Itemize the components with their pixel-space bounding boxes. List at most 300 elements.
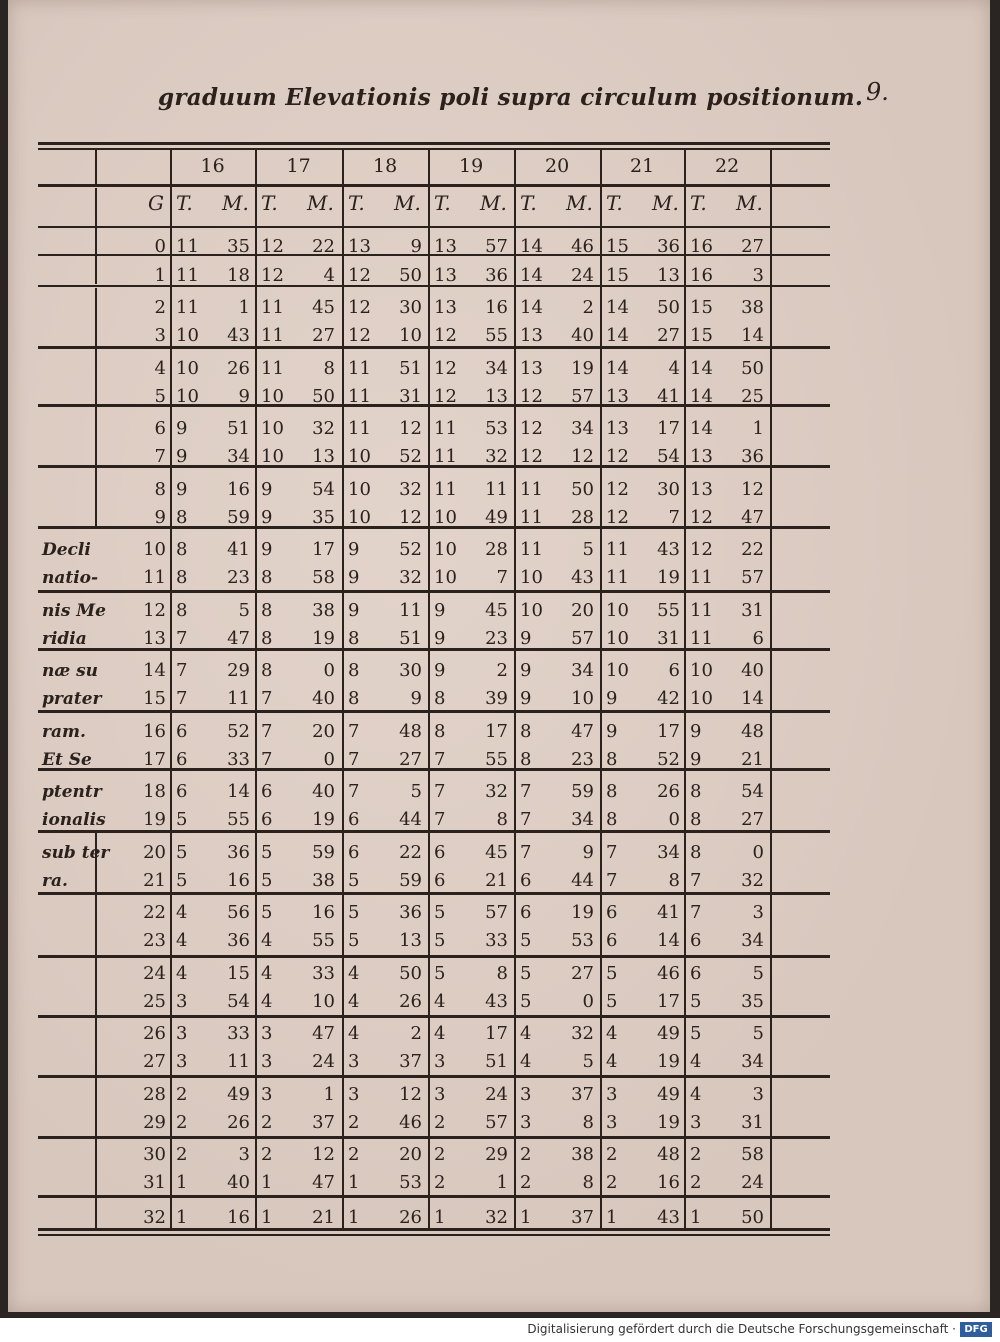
hours-value: 6 (434, 841, 446, 863)
minutes-value: 43 (571, 567, 594, 588)
hours-value: 4 (348, 1023, 360, 1044)
minutes-value: 49 (227, 1083, 250, 1105)
column-header: 16 (200, 155, 225, 177)
hours-value: 3 (606, 1083, 618, 1105)
minutes-value: 19 (657, 1111, 680, 1133)
hours-value: 3 (176, 990, 188, 1012)
minutes-value: 27 (571, 962, 594, 984)
hours-value: 5 (176, 809, 188, 830)
hours-value: 13 (690, 478, 713, 500)
minutes-value: 51 (399, 627, 422, 649)
minutes-value: 13 (657, 265, 680, 286)
hours-value: 2 (606, 1172, 618, 1193)
subheader-t: T. (690, 191, 707, 215)
minutes-value: 32 (485, 781, 508, 802)
table-rule (38, 1228, 830, 1231)
minutes-value: 29 (227, 660, 250, 681)
hours-value: 4 (434, 990, 446, 1012)
hours-value: 11 (434, 418, 457, 439)
minutes-value: 33 (312, 962, 335, 984)
hours-value: 10 (606, 599, 629, 621)
minutes-value: 15 (227, 962, 250, 984)
hours-value: 4 (690, 1083, 702, 1105)
column-divider (95, 188, 97, 284)
table-rule (38, 1234, 830, 1236)
hours-value: 13 (690, 446, 713, 467)
minutes-value: 26 (399, 1207, 422, 1228)
hours-value: 8 (176, 599, 188, 621)
minutes-value: 53 (399, 1172, 422, 1193)
hours-value: 7 (520, 809, 532, 830)
minutes-value: 51 (227, 418, 250, 439)
hours-value: 7 (176, 627, 188, 649)
hours-value: 10 (176, 357, 199, 379)
hours-value: 10 (261, 446, 284, 467)
minutes-value: 35 (312, 506, 335, 528)
degree-value: 17 (143, 748, 166, 770)
hours-value: 7 (348, 781, 360, 802)
hours-value: 12 (606, 446, 629, 467)
side-label: natio- (42, 568, 99, 588)
hours-value: 5 (176, 869, 188, 891)
hours-value: 5 (261, 841, 273, 863)
hours-value: 11 (690, 599, 713, 621)
hours-value: 2 (520, 1172, 532, 1193)
minutes-value: 24 (741, 1172, 764, 1193)
hours-value: 3 (520, 1083, 532, 1105)
minutes-value: 45 (485, 841, 508, 863)
table-rule (38, 830, 830, 833)
minutes-value: 30 (657, 478, 680, 500)
hours-value: 7 (261, 748, 273, 770)
minutes-value: 34 (741, 930, 764, 951)
hours-value: 16 (690, 265, 713, 286)
minutes-value: 49 (657, 1023, 680, 1044)
hours-value: 7 (606, 869, 618, 891)
minutes-value: 13 (399, 930, 422, 951)
hours-value: 7 (348, 748, 360, 770)
minutes-value: 23 (227, 567, 250, 588)
column-divider (95, 288, 97, 528)
hours-value: 9 (176, 478, 188, 500)
minutes-value: 24 (485, 1083, 508, 1105)
hours-value: 11 (176, 297, 199, 318)
minutes-value: 13 (485, 385, 508, 407)
minutes-value: 34 (571, 809, 594, 830)
hours-value: 12 (261, 265, 284, 286)
column-header: 22 (715, 155, 740, 177)
hours-value: 12 (261, 236, 284, 257)
minutes-value: 8 (323, 357, 335, 379)
side-label: ptentr (42, 782, 102, 802)
hours-value: 2 (690, 1172, 702, 1193)
minutes-value: 9 (238, 385, 250, 407)
hours-value: 16 (690, 236, 713, 257)
hours-value: 5 (520, 930, 532, 951)
minutes-value: 41 (657, 902, 680, 923)
minutes-value: 59 (571, 781, 594, 802)
minutes-value: 22 (741, 539, 764, 560)
table-rule (38, 226, 830, 228)
dfg-logo-icon: DFG (960, 1322, 992, 1337)
minutes-value: 2 (582, 297, 594, 318)
column-divider (684, 150, 686, 1230)
minutes-value: 26 (399, 990, 422, 1012)
minutes-value: 16 (485, 297, 508, 318)
minutes-value: 8 (582, 1111, 594, 1133)
table-rule (38, 142, 830, 145)
minutes-value: 3 (752, 265, 764, 286)
hours-value: 3 (176, 1051, 188, 1072)
subheader-m: M. (222, 191, 249, 215)
hours-value: 8 (348, 688, 360, 709)
column-divider (95, 830, 97, 1230)
side-label: ridia (42, 628, 87, 649)
hours-value: 7 (520, 781, 532, 802)
hours-value: 8 (606, 781, 618, 802)
minutes-value: 53 (571, 930, 594, 951)
scanned-page (8, 0, 990, 1312)
minutes-value: 24 (571, 265, 594, 286)
side-label: ionalis (42, 810, 106, 830)
minutes-value: 19 (312, 627, 335, 649)
minutes-value: 45 (312, 297, 335, 318)
hours-value: 9 (176, 418, 188, 439)
hours-value: 2 (261, 1144, 273, 1165)
hours-value: 3 (176, 1023, 188, 1044)
column-divider (342, 150, 344, 1230)
hours-value: 8 (261, 567, 273, 588)
degree-value: 8 (154, 478, 166, 500)
hours-value: 1 (606, 1207, 618, 1228)
minutes-value: 33 (227, 1023, 250, 1044)
minutes-value: 57 (571, 385, 594, 407)
minutes-value: 4 (323, 265, 335, 286)
minutes-value: 37 (399, 1051, 422, 1072)
degree-value: 21 (143, 869, 166, 891)
minutes-value: 59 (312, 841, 335, 863)
minutes-value: 47 (741, 506, 764, 528)
hours-value: 9 (520, 627, 532, 649)
hours-value: 15 (606, 265, 629, 286)
minutes-value: 3 (752, 1083, 764, 1105)
column-divider (255, 150, 257, 1230)
minutes-value: 40 (312, 781, 335, 802)
hours-value: 12 (520, 418, 543, 439)
minutes-value: 34 (227, 446, 250, 467)
minutes-value: 19 (312, 809, 335, 830)
table-rule (38, 590, 830, 593)
footer-credit: Digitalisierung gefördert durch die Deutsche Forschungsgemeinschaft · (527, 1322, 956, 1336)
hours-value: 10 (520, 567, 543, 588)
hours-value: 9 (690, 720, 702, 742)
hours-value: 11 (690, 627, 713, 649)
minutes-value: 16 (227, 869, 250, 891)
hours-value: 11 (434, 478, 457, 500)
hours-value: 3 (520, 1111, 532, 1133)
minutes-value: 27 (741, 809, 764, 830)
hours-value: 9 (434, 660, 446, 681)
minutes-value: 57 (571, 627, 594, 649)
minutes-value: 22 (399, 841, 422, 863)
hours-value: 6 (176, 781, 188, 802)
minutes-value: 5 (582, 539, 594, 560)
minutes-value: 20 (399, 1144, 422, 1165)
minutes-value: 12 (571, 446, 594, 467)
hours-value: 8 (690, 809, 702, 830)
hours-value: 4 (520, 1023, 532, 1044)
hours-value: 12 (606, 478, 629, 500)
hours-value: 7 (690, 869, 702, 891)
minutes-value: 50 (657, 297, 680, 318)
hours-value: 8 (348, 627, 360, 649)
minutes-value: 55 (485, 748, 508, 770)
hours-value: 14 (520, 297, 543, 318)
hours-value: 2 (176, 1144, 188, 1165)
minutes-value: 32 (571, 1023, 594, 1044)
hours-value: 9 (176, 446, 188, 467)
hours-value: 5 (261, 902, 273, 923)
hours-value: 4 (261, 990, 273, 1012)
minutes-value: 7 (668, 506, 680, 528)
table-rule (38, 1015, 830, 1018)
hours-value: 2 (690, 1144, 702, 1165)
hours-value: 6 (261, 781, 273, 802)
minutes-value: 47 (312, 1023, 335, 1044)
minutes-value: 3 (752, 902, 764, 923)
minutes-value: 17 (657, 990, 680, 1012)
minutes-value: 43 (657, 1207, 680, 1228)
hours-value: 13 (434, 236, 457, 257)
hours-value: 7 (261, 688, 273, 709)
hours-value: 5 (434, 962, 446, 984)
hours-value: 2 (348, 1144, 360, 1165)
minutes-value: 22 (312, 236, 335, 257)
hours-value: 12 (690, 539, 713, 560)
hours-value: 2 (434, 1111, 446, 1133)
hours-value: 8 (690, 841, 702, 863)
side-label: næ su (42, 661, 99, 681)
hours-value: 8 (690, 781, 702, 802)
minutes-value: 7 (496, 567, 508, 588)
minutes-value: 34 (571, 660, 594, 681)
minutes-value: 31 (741, 599, 764, 621)
minutes-value: 44 (571, 869, 594, 891)
hours-value: 6 (690, 930, 702, 951)
hours-value: 5 (348, 869, 360, 891)
hours-value: 7 (690, 902, 702, 923)
hours-value: 14 (520, 236, 543, 257)
hours-value: 3 (261, 1023, 273, 1044)
hours-value: 4 (261, 962, 273, 984)
hours-value: 11 (606, 539, 629, 560)
subheader-t: T. (606, 191, 623, 215)
minutes-value: 5 (582, 1051, 594, 1072)
table-rule (38, 1136, 830, 1139)
minutes-value: 32 (312, 418, 335, 439)
hours-value: 7 (434, 781, 446, 802)
minutes-value: 38 (741, 297, 764, 318)
hours-value: 9 (434, 599, 446, 621)
minutes-value: 8 (668, 869, 680, 891)
hours-value: 7 (176, 688, 188, 709)
hours-value: 13 (606, 418, 629, 439)
minutes-value: 23 (485, 627, 508, 649)
column-divider (514, 150, 516, 1230)
hours-value: 13 (434, 265, 457, 286)
minutes-value: 10 (312, 990, 335, 1012)
hours-value: 8 (176, 506, 188, 528)
hours-value: 10 (690, 660, 713, 681)
hours-value: 9 (606, 688, 618, 709)
hours-value: 12 (348, 265, 371, 286)
hours-value: 2 (434, 1144, 446, 1165)
degree-value: 27 (143, 1051, 166, 1072)
degree-value: 26 (143, 1023, 166, 1044)
hours-value: 8 (434, 688, 446, 709)
degree-value: 7 (154, 446, 166, 467)
hours-value: 2 (176, 1111, 188, 1133)
hours-value: 6 (606, 930, 618, 951)
minutes-value: 46 (571, 236, 594, 257)
hours-value: 11 (520, 506, 543, 528)
hours-value: 5 (520, 962, 532, 984)
column-divider (170, 150, 172, 1230)
hours-value: 1 (348, 1172, 360, 1193)
minutes-value: 16 (227, 478, 250, 500)
minutes-value: 57 (741, 567, 764, 588)
minutes-value: 47 (227, 627, 250, 649)
hours-value: 6 (690, 962, 702, 984)
minutes-value: 2 (496, 660, 508, 681)
minutes-value: 0 (582, 990, 594, 1012)
minutes-value: 31 (399, 385, 422, 407)
minutes-value: 49 (485, 506, 508, 528)
hours-value: 12 (434, 357, 457, 379)
hours-value: 4 (606, 1051, 618, 1072)
hours-value: 12 (348, 325, 371, 346)
hours-value: 8 (520, 720, 532, 742)
table-rule (38, 892, 830, 895)
minutes-value: 9 (410, 688, 422, 709)
hours-value: 8 (176, 567, 188, 588)
minutes-value: 44 (399, 809, 422, 830)
minutes-value: 30 (399, 660, 422, 681)
minutes-value: 19 (657, 1051, 680, 1072)
minutes-value: 52 (227, 720, 250, 742)
subheader-m: M. (566, 191, 593, 215)
minutes-value: 32 (485, 446, 508, 467)
hours-value: 7 (434, 809, 446, 830)
degree-value: 15 (143, 688, 166, 709)
column-divider (95, 150, 97, 186)
subheader-m: M. (736, 191, 763, 215)
minutes-value: 55 (485, 325, 508, 346)
hours-value: 11 (520, 478, 543, 500)
minutes-value: 17 (485, 720, 508, 742)
hours-value: 1 (520, 1207, 532, 1228)
minutes-value: 33 (227, 748, 250, 770)
degree-value: 16 (143, 720, 166, 742)
hours-value: 9 (348, 539, 360, 560)
minutes-value: 19 (571, 357, 594, 379)
minutes-value: 11 (227, 1051, 250, 1072)
minutes-value: 37 (312, 1111, 335, 1133)
minutes-value: 12 (399, 1083, 422, 1105)
hours-value: 1 (261, 1172, 273, 1193)
hours-value: 3 (261, 1083, 273, 1105)
hours-value: 6 (434, 869, 446, 891)
degree-value: 28 (143, 1083, 166, 1105)
minutes-value: 39 (485, 688, 508, 709)
column-header: 19 (459, 155, 484, 177)
hours-value: 8 (261, 660, 273, 681)
minutes-value: 40 (571, 325, 594, 346)
minutes-value: 27 (741, 236, 764, 257)
hours-value: 4 (606, 1023, 618, 1044)
hours-value: 9 (261, 539, 273, 560)
degree-value: 30 (143, 1144, 166, 1165)
degree-value: 10 (143, 539, 166, 560)
hours-value: 7 (434, 748, 446, 770)
minutes-value: 28 (571, 506, 594, 528)
minutes-value: 31 (657, 627, 680, 649)
minutes-value: 21 (312, 1207, 335, 1228)
hours-value: 9 (261, 506, 273, 528)
minutes-value: 14 (657, 930, 680, 951)
hours-value: 10 (348, 446, 371, 467)
hours-value: 10 (690, 688, 713, 709)
degree-value: 22 (143, 902, 166, 923)
minutes-value: 50 (571, 478, 594, 500)
hours-value: 1 (176, 1207, 188, 1228)
hours-value: 11 (261, 325, 284, 346)
minutes-value: 3 (238, 1144, 250, 1165)
minutes-value: 1 (238, 297, 250, 318)
minutes-value: 16 (657, 1172, 680, 1193)
minutes-value: 54 (227, 990, 250, 1012)
degree-value: 13 (143, 627, 166, 649)
hours-value: 9 (520, 660, 532, 681)
minutes-value: 37 (571, 1083, 594, 1105)
minutes-value: 23 (571, 748, 594, 770)
minutes-value: 8 (496, 809, 508, 830)
hours-value: 14 (690, 385, 713, 407)
degree-value: 5 (154, 385, 166, 407)
hours-value: 9 (348, 567, 360, 588)
hours-value: 4 (348, 962, 360, 984)
minutes-value: 36 (399, 902, 422, 923)
subheader-g: G (148, 191, 164, 215)
minutes-value: 2 (410, 1023, 422, 1044)
minutes-value: 5 (752, 1023, 764, 1044)
minutes-value: 38 (571, 1144, 594, 1165)
minutes-value: 6 (668, 660, 680, 681)
degree-value: 0 (154, 236, 166, 257)
side-label: ra. (42, 870, 68, 891)
degree-value: 18 (143, 781, 166, 802)
hours-value: 5 (606, 962, 618, 984)
minutes-value: 54 (312, 478, 335, 500)
minutes-value: 36 (227, 930, 250, 951)
table-rule (38, 955, 830, 958)
hours-value: 13 (606, 385, 629, 407)
minutes-value: 16 (227, 1207, 250, 1228)
hours-value: 4 (261, 930, 273, 951)
minutes-value: 17 (657, 720, 680, 742)
degree-value: 12 (143, 599, 166, 621)
hours-value: 2 (176, 1083, 188, 1105)
